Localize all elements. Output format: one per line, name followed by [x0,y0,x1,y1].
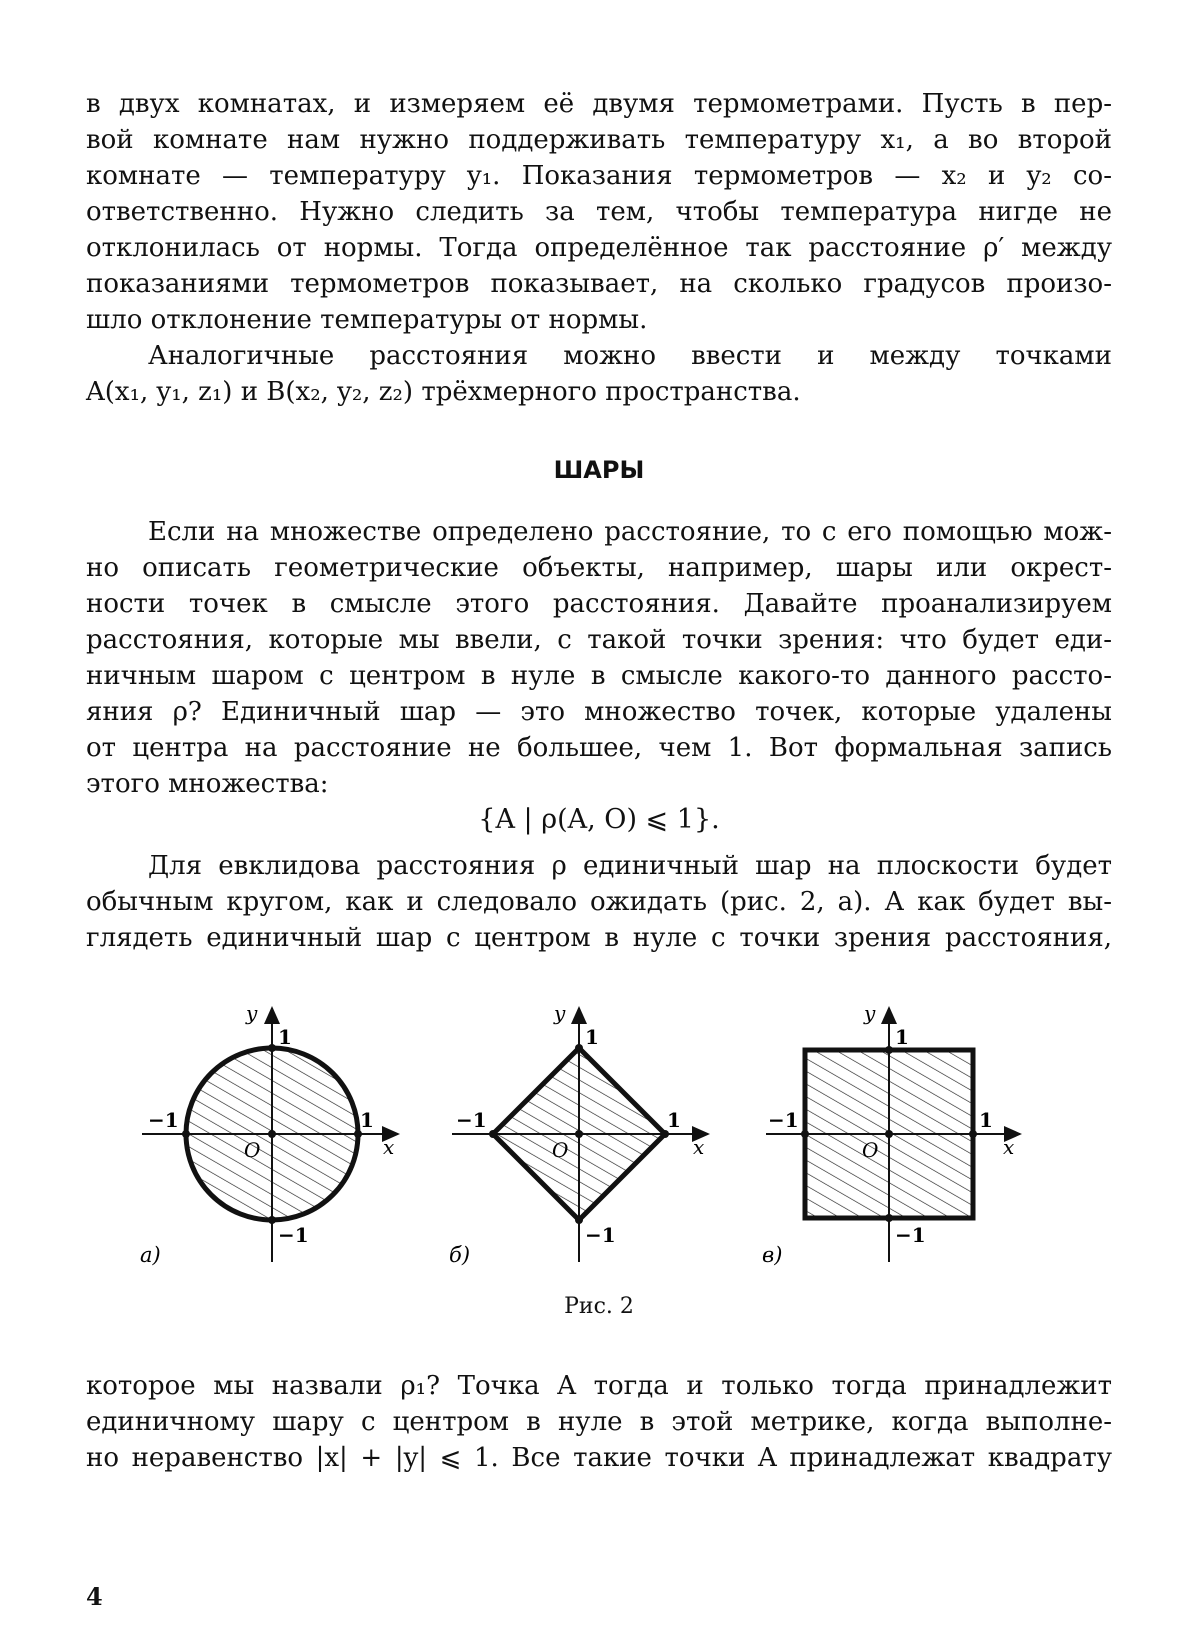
paragraph-thermometers [86,86,1112,338]
tick-dot [575,1044,583,1052]
text-line: от центра на расстояние не большее, чем 1. Вот формальная запись [86,733,1112,763]
text-line: единичному шару с центром в нуле в этой метрике, когда выполне- [86,1407,1112,1437]
tick-label-x1: 1 [979,1108,993,1132]
tick-dot [885,1130,893,1138]
tick-dot [885,1046,893,1054]
tick-dot [801,1130,809,1138]
paragraph-rho1 [86,1368,1112,1476]
y-axis-label: y [246,1001,258,1025]
tick-dot [969,1130,977,1138]
text-line: ности точек в смысле этого расстояния. Давайте проанализируем [86,589,1112,619]
panel-label-c: в) [762,1243,783,1267]
tick-label-x-neg1: −1 [148,1108,179,1132]
tick-label-x-neg1: −1 [456,1108,487,1132]
x-axis-label: x [383,1135,395,1159]
figure-caption: Рис. 2 [564,1294,634,1319]
text-line: отклонилась от нормы. Тогда определённое так расстояние ρ′ между [86,233,1112,263]
set-formula: {A | ρ(A, O) ⩽ 1}. [478,804,720,835]
panel-label-a: а) [140,1243,161,1267]
text-line: A(x₁, y₁, z₁) и B(x₂, y₂, z₂) трёхмерного пространства. [86,377,801,407]
tick-dot [182,1130,190,1138]
origin-label: O [552,1138,569,1162]
text-line: шло отклонение температуры от нормы. [86,305,648,335]
tick-label-y-neg1: −1 [585,1223,616,1247]
tick-label-y1: 1 [278,1025,292,1049]
panel-c-square [762,1001,1020,1267]
text-line: Если на множестве определено расстояние, то с его помощью мож- [148,517,1112,547]
text-line: ничным шаром с центром в нуле в смысле какого-то данного рассто- [86,661,1112,691]
origin-label: O [862,1138,879,1162]
text-line: ответственно. Нужно следить за тем, чтобы температура нигде не [86,197,1112,227]
page-number: 4 [86,1582,103,1611]
tick-dot [268,1130,276,1138]
text-line: показаниями термометров показывает, на сколько градусов произо- [86,269,1112,299]
tick-label-x1: 1 [667,1108,681,1132]
y-axis-label: y [864,1001,876,1025]
y-axis-label: y [554,1001,566,1025]
panel-b-diamond [449,1001,708,1267]
tick-dot [575,1130,583,1138]
text-line: которое мы назвали ρ₁? Точка A тогда и только тогда принадлежит [86,1371,1112,1401]
paragraph-3d-space [86,338,1112,410]
text-line: комнате — температуру y₁. Показания термометров — x₂ и y₂ со- [86,161,1112,191]
text-line: Аналогичные расстояния можно ввести и между точками [148,341,1112,371]
panel-label-b: б) [449,1243,471,1267]
paragraph-euclid [86,848,1112,956]
text-line: в двух комнатах, и измеряем её двумя термометрами. Пусть в пер- [86,89,1112,119]
tick-dot [489,1130,497,1138]
tick-label-y-neg1: −1 [895,1223,926,1247]
origin-label: O [244,1138,261,1162]
tick-label-y1: 1 [585,1025,599,1049]
tick-label-y1: 1 [895,1025,909,1049]
text-line: вой комнате нам нужно поддерживать температуру x₁, а во второй [86,125,1112,155]
tick-label-x-neg1: −1 [768,1108,799,1132]
panel-a-circle [140,1001,398,1267]
tick-dot [885,1214,893,1222]
text-line: но описать геометрические объекты, например, шары или окрест- [86,553,1112,583]
text-line: яния ρ? Единичный шар — это множество точек, которые удалены [86,697,1112,727]
figure-unit-balls [0,1000,1200,1290]
tick-label-y-neg1: −1 [278,1223,309,1247]
section-heading: ШАРЫ [553,456,645,484]
text-line: но неравенство |x| + |y| ⩽ 1. Все такие точки A принадлежат квадрату [86,1443,1112,1473]
x-axis-label: x [1003,1135,1015,1159]
tick-dot [268,1216,276,1224]
tick-dot [575,1216,583,1224]
x-axis-label: x [693,1135,705,1159]
text-line: расстояния, которые мы ввели, с такой точки зрения: что будет еди- [86,625,1112,655]
text-line: Для евклидова расстояния ρ единичный шар на плоскости будет [148,851,1112,881]
tick-dot [268,1044,276,1052]
paragraph-balls [86,514,1112,802]
text-line: глядеть единичный шар с центром в нуле с точки зрения расстояния, [86,923,1112,953]
text-line: обычным кругом, как и следовало ожидать (рис. 2, а). А как будет вы- [86,887,1112,917]
tick-label-x1: 1 [360,1108,374,1132]
text-line: этого множества: [86,769,329,799]
